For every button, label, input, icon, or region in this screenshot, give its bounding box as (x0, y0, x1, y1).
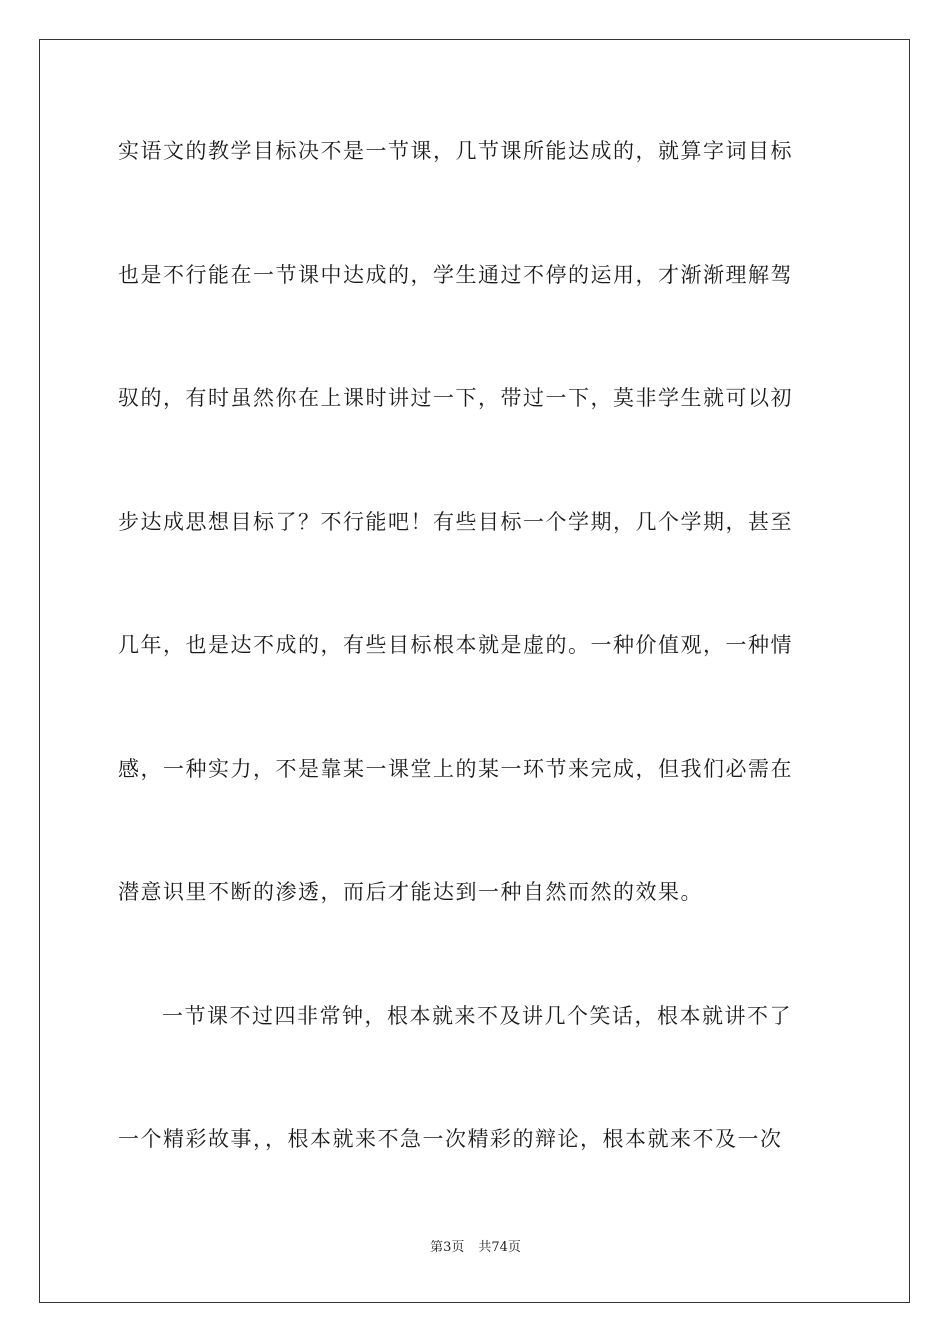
text-line: 潜意识里不断的渗透，而后才能达到一种自然而然的效果。 (118, 880, 703, 904)
page-footer (40, 1236, 911, 1255)
page-frame (39, 39, 910, 1303)
text-line: 实语文的教学目标决不是一节课，几节课所能达成的，就算字词目标 (118, 139, 793, 163)
paragraph-start-line: 一节课不过四非常钟，根本就来不及讲几个笑话，根本就讲不了 (162, 1003, 792, 1028)
text-line: 感，一种实力，不是靠某一课堂上的某一环节来完成，但我们必需在 (118, 756, 793, 781)
text-line: 也是不行能在一节课中达成的，学生通过不停的运用，才渐渐理解驾 (118, 262, 793, 287)
text-line: 驭的，有时虽然你在上课时讲过一下，带过一下，莫非学生就可以初 (118, 386, 793, 410)
text-line: 几年，也是达不成的，有些目标根本就是虚的。一种价值观，一种情 (118, 633, 793, 657)
total-pages: 共74页 (478, 1240, 521, 1255)
text-line: 一个精彩故事，，根本就来不急一次精彩的辩论，根本就来不及一次 (118, 1127, 783, 1151)
document-body (118, 136, 834, 1248)
text-line: 步达成思想目标了？不行能吧！有些目标一个学期，几个学期，甚至 (118, 509, 793, 534)
page-number: 第3页 (430, 1240, 465, 1255)
